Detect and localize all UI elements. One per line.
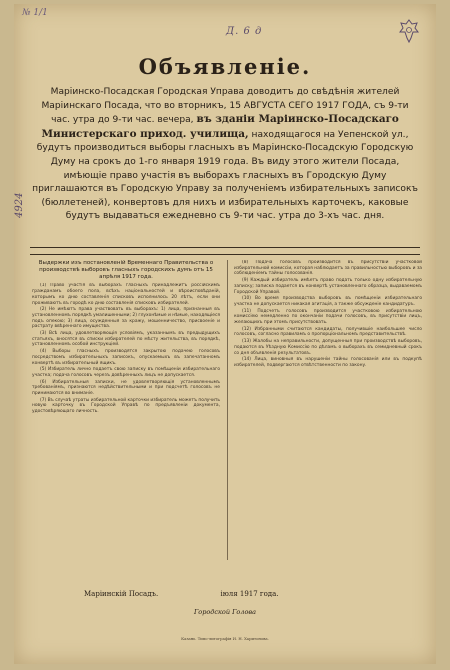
regulation-paragraph: (10) Во время производства выборовъ въ помѣщеніи избирательнаго участка не допускается никакая агитація, а также обсужденіе кандидатуръ. bbox=[234, 296, 422, 307]
printer-imprint: Казань. Типо-литографія И. Н. Харитонова. bbox=[181, 636, 269, 641]
document-sheet bbox=[14, 4, 436, 664]
section-divider bbox=[30, 247, 420, 255]
archive-eagle-stamp-icon bbox=[398, 18, 420, 44]
page-title: Объявленіе. bbox=[138, 54, 312, 79]
regulation-paragraph: (9) Каждый избиратель имѣетъ право подать только одну избирательную записку; записка подается въ конвертѣ установленнаго образца, выдаваемомъ Городской Управой. bbox=[234, 278, 422, 295]
regulation-paragraph: (14) Лица, виновныя въ нарушеніи тайны голосованія или въ подкупѣ избирателей, подвергаются отвѣтственности по закону. bbox=[234, 357, 422, 368]
regulation-paragraph: (1) Право участія въ выборахъ гласныхъ принадлежитъ россійскимъ гражданамъ обоего пола, всѣхъ національностей и вѣроисповѣданій, которымъ ко дню составленія списковъ исполнилось 20 лѣтъ, если они проживаютъ въ городѣ ко дню составленія списковъ избирателей. bbox=[32, 283, 220, 306]
regulation-paragraph: (7) Въ случаѣ утраты избирательной карточки избиратель можетъ получить новую карточку въ Городской Управѣ по предъявленіи документа, удостовѣряющаго личность. bbox=[32, 397, 220, 415]
intro-location: въ зданіи Маріинско-Посадскаго Министерскаго приход. училища, bbox=[41, 113, 399, 140]
archive-stamp-top-left: № 1/1 bbox=[22, 8, 48, 18]
place-label: Маріинскій Посадъ. bbox=[84, 590, 159, 598]
regulation-paragraph: (5) Избиратель лично подаетъ свою записку въ помѣщеніи избирательнаго участка; подача голосовъ черезъ довѣренныхъ лицъ не допускается. bbox=[32, 367, 220, 378]
regulations-heading: Выдержки изъ постановленій Временнаго Правительства о производствѣ выборовъ гласныхъ городскихъ думъ отъ 15 апрѣля 1917 года. bbox=[38, 260, 214, 280]
column-divider bbox=[227, 260, 228, 560]
archive-side-number: 4924 bbox=[14, 192, 25, 218]
date-label: іюля 1917 года. bbox=[220, 590, 279, 598]
regulations-right-body bbox=[234, 260, 422, 550]
archive-stamp-top: Д. 6 д bbox=[226, 26, 263, 37]
place-and-date bbox=[84, 590, 339, 598]
intro-part-1: Маріинско-Посадская Городская Управа доводитъ до свѣдѣнія жителей Маріинскаго Посада, что во вторникъ, 15 АВГУСТА СЕГО 1917 ГОДА, съ 9-ти час. утра до 9-ти час. вечера, bbox=[41, 87, 409, 126]
intro-part-2: находящагося на Уепенской ул., будутъ производиться выборы гласныхъ въ Маріинско-Посадскую Городскую Думу на срокъ до 1-го января 1919 года. Въ виду этого жители Посада, имѣющіе право участія въ выборахъ гласныхъ въ Городскую Думу приглашаются въ Городскую Управу за полученіемъ избирательныхъ записокъ (бюллетеней), конвертовъ для нихъ и избирательныхъ карточекъ, каковые будутъ выдаваться ежедневно съ 9-ти час. утра до 3-хъ час. дня. bbox=[32, 129, 418, 222]
regulations-left-column bbox=[32, 260, 220, 556]
regulation-paragraph: (3) Всѣ лица, удовлетворяющія условіямъ, указаннымъ въ предыдущихъ статьяхъ, вносятся въ списки избирателей по мѣсту жительства, въ порядкѣ, установленномъ особой инструкціей. bbox=[32, 331, 220, 348]
regulation-paragraph: (8) Подача голосовъ производится въ присутствіи участковой избирательной комиссіи, которая наблюдаетъ за правильностью выборовъ и за соблюденіемъ тайны голосованія. bbox=[234, 260, 422, 277]
regulations-right-column bbox=[234, 260, 422, 556]
regulation-paragraph: (2) Не имѣютъ права участвовать въ выборахъ: 1) лица, признанныя въ установленномъ порядкѣ умалишенными; 2) глухонѣмые и нѣмые, находящіеся подъ опекою; 3) лица, осужденныя за кражу, мошенничество, присвоеніе и растрату ввѣреннаго имущества. bbox=[32, 307, 220, 330]
regulations-left-body bbox=[32, 283, 220, 573]
announcement-intro bbox=[32, 86, 418, 224]
regulation-paragraph: (4) Выборы гласныхъ производятся закрытою подачею голосовъ посредствомъ избирательныхъ записокъ, опускаемыхъ въ запечатанномъ конвертѣ въ избирательный ящикъ. bbox=[32, 349, 220, 366]
regulation-paragraph: (6) Избирательныя записки, не удовлетворяющія установленнымъ требованіямъ, признаются недѣйствительными и при подсчетѣ голосовъ не принимаются во вниманіе. bbox=[32, 379, 220, 397]
regulation-paragraph: (13) Жалобы на неправильности, допущенныя при производствѣ выборовъ, подаются въ Уѣздную Комиссію по дѣламъ о выборахъ въ семидневный срокъ со дня объявленія результатовъ. bbox=[234, 339, 422, 356]
regulation-paragraph: (12) Избранными считаются кандидаты, получившіе наибольшее число голосовъ, согласно правиламъ о пропорціональномъ представительствѣ. bbox=[234, 326, 422, 338]
signer-title: Городской Голова bbox=[193, 608, 257, 616]
regulation-paragraph: (11) Подсчетъ голосовъ производится участковою избирательною комиссіею немедленно по окончаніи подачи голосовъ, въ присутствіи лицъ, желающихъ при этомъ присутствовать. bbox=[234, 308, 422, 326]
